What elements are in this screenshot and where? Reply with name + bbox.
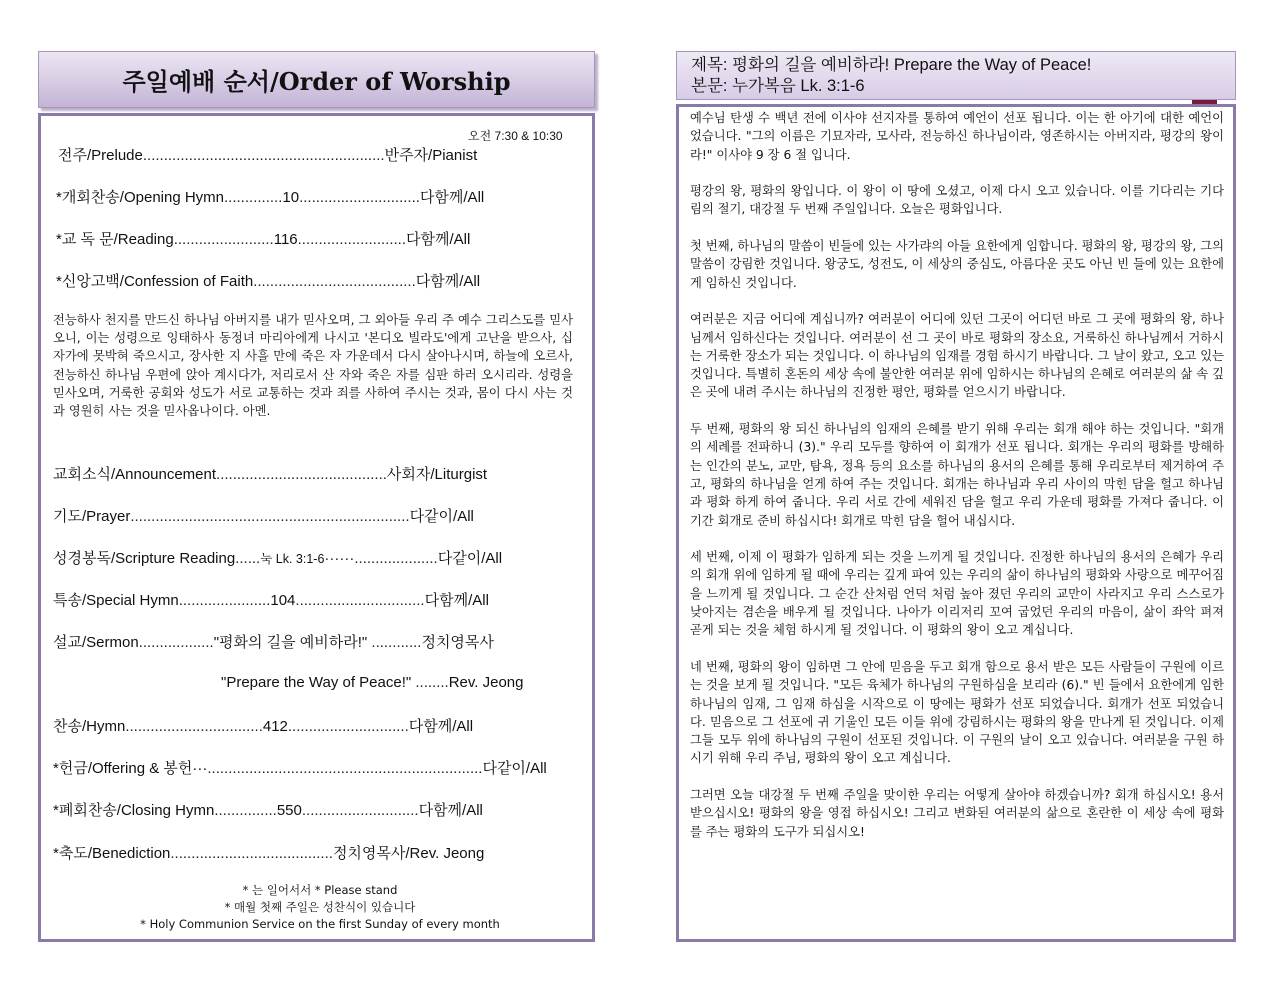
dot-leader: .......................... [297,231,406,248]
order-item-number: 412 [262,718,288,735]
order-item-label: 전주/Prelude [58,147,143,164]
sermon-paragraph: 예수님 탄생 수 백년 전에 이사야 선지자를 통하여 예언이 선포 됩니다. 이는 한 아기에 대한 예언이었습니다. "그의 이름은 기묘자라, 모사라, 전능하신 하나님이라, 영존하시는 아버지라, 평강의 왕이라!" 이사야 9 장 6 절 입니다. [690,111,1224,162]
order-of-worship-title: 주일예배 순서/Order of Worship [122,67,511,96]
dot-leader: ........................ [173,231,274,248]
order-item-leader: 다함께/All [415,273,481,290]
order-item-label: *신앙고백/Confession of Faith [56,273,254,290]
order-item-opening-hymn [56,186,484,207]
order-item-scripture-reading [53,547,502,568]
order-item-leader: 다같이/All [437,550,503,567]
order-item-leader: 다함께/All [406,231,471,248]
order-item-label: *헌금/Offering & 봉헌··· [53,760,208,777]
order-item-leader: 다같이/All [409,508,474,525]
order-item-leader: 사회자/Liturgist [386,466,488,483]
dot-leader: ............................ [301,802,419,819]
order-item-prayer [53,505,474,526]
order-of-worship-header [38,51,595,108]
note-communion-korean: * 매월 첫째 주일은 성찬식이 있습니다 [224,900,416,914]
order-item-label: 설교/Sermon [53,634,139,651]
order-item-offering [53,757,547,778]
dot-leader: ....................................... [253,273,416,290]
dot-leader: .............. [224,189,283,206]
order-item-hymn [53,715,473,736]
dot-leader: ......................................... [216,466,387,483]
order-item-leader: 반주자/Pianist [384,147,478,164]
dot-leader: ............................. [299,189,420,206]
sermon-title-english: "Prepare the Way of Peace!" [221,674,412,691]
order-item-closing-hymn [53,799,483,820]
dot-leader: ........ [411,674,449,691]
sermon-text-reference: 본문: 누가복음 Lk. 3:1-6 [691,77,865,95]
sermon-body [690,109,1224,841]
order-item-special-hymn [53,589,489,610]
order-item-leader: 다같이/All [482,760,547,777]
order-item-label: 찬송/Hymn [53,718,126,735]
order-item-prelude [58,144,477,165]
order-item-label: *축도/Benediction [53,845,171,862]
dot-leader: ............ [367,634,422,651]
order-item-leader: 다함께/All [424,592,489,609]
order-item-leader: 다함께/All [418,802,483,819]
order-item-sermon-english [221,674,523,691]
dot-leader: ...................... [178,592,271,609]
note-please-stand: * 는 일어서서 * Please stand [242,883,398,897]
dot-leader: ................................................................... [130,508,410,525]
apostles-creed-text: 전능하사 천지를 만드신 하나님 아버지를 내가 믿사오며, 그 외아들 우리 주 예수 그리스도를 믿사오니, 이는 성령으로 잉태하사 동정녀 마리아에게 나시고 '본디오 빌라도'에게 고난을 받으사, 십자가에 못박혀 죽으시고, 장사한 지 사흘 만에 죽은 자 가운데서 다시 살아나시며, 하늘에 오르사, 전능하신 하나님 우편에 앉아 계시다가, 저리로서 산 자와 죽은 자를 심판 하러 오시리라. 성령을 믿사오며, 거룩한 공회와 성도가 서로 교통하는 것과 죄를 사하여 주시는 것과, 몸이 다시 사는 것과 영원히 사는 것을 믿사옵나이다. 아멘. [53,313,573,419]
order-item-label: *개회찬송/Opening Hymn [56,189,225,206]
order-item-leader: 정치영목사 [421,634,494,651]
order-item-reading [56,228,470,249]
order-item-number: 550 [276,802,302,819]
worship-notes [50,882,590,933]
order-item-number: 10 [282,189,300,206]
order-item-label: *교 독 문/Reading [56,231,174,248]
order-item-sermon [53,631,494,652]
order-item-benediction [53,842,484,863]
dot-leader: .......................................................... [142,147,385,164]
dot-leader: ............................. [287,718,409,735]
note-communion-english: * Holy Communion Service on the first Sunday of every month [140,917,500,931]
dot-leader: .................................................................. [207,760,483,777]
order-item-leader: 정치영목사/Rev. Jeong [332,845,485,862]
sermon-paragraph: 첫 번째, 하나님의 말씀이 빈들에 있는 사가랴의 아들 요한에게 임합니다. 평화의 왕, 평강의 왕, 그의 말씀이 강림한 것입니다. 왕궁도, 성전도, 이 세상의 중심도, 아름다운 곳도 아닌 빈 들에 있는 요한에게 임하신 것입니다. [690,239,1224,290]
dot-leader: ............................... [295,592,425,609]
order-item-number: 104 [270,592,296,609]
sermon-title: 제목: 평화의 길을 예비하라! Prepare the Way of Peace! [691,56,1092,74]
dot-leader: ······.................... [324,550,438,567]
order-item-label: 성경봉독/Scripture Reading [53,550,236,567]
sermon-header [676,51,1236,100]
order-item-label: *폐회찬송/Closing Hymn [53,802,215,819]
dot-leader: ................................. [125,718,263,735]
order-item-leader: Rev. Jeong [448,674,524,691]
order-item-label: 교회소식/Announcement [53,466,217,483]
order-item-leader: 다함께/All [408,718,474,735]
sermon-paragraph: 그러면 오늘 대강절 두 번째 주일을 맞이한 우리는 어떻게 살아야 하겠습니까? 회개 하십시오! 용서 받으십시오! 평화의 왕을 영접 하십시오! 그리고 변화된 여러분의 삶으로 혼란한 이 세상 속에 평화를 주는 평화의 도구가 되십시오! [690,787,1224,839]
order-item-number: 116 [273,231,298,248]
order-item-label: 기도/Prayer [53,508,131,525]
dot-leader: ...... [235,550,261,567]
sermon-paragraph: 세 번째, 이제 이 평화가 임하게 되는 것을 느끼게 될 것입니다. 진정한 하나님의 용서의 은혜가 우리의 회개 위에 임하게 될 때에 우리는 깊게 파여 있는 우리의 삶이 하나님의 평화와 사랑으로 메꾸어짐을 느끼게 될 것입니다. 그 순간 산처럼 언덕 처럼 높아 졌던 우리의 교만이 사라지고 우리 스스로가 낮아지는 겸손을 배우게 될 것입니다. 나아가 이리저리 꼬여 굽었던 우리의 마음이, 삶이 좌악 펴져 곧게 되는 것을 체험 하시게 될 것입니다. 이 평화의 왕이 오고 계십니다. [690,550,1224,638]
dot-leader: ....................................... [170,845,333,862]
order-item-confession [56,270,480,291]
order-item-scripture: 눅 Lk. 3:1-6 [260,552,325,566]
dot-leader: ............... [214,802,277,819]
sermon-paragraph: 두 번째, 평화의 왕 되신 하나님의 임재의 은혜를 받기 위해 우리는 회개 해야 하는 것입니다. "회개의 세례를 전파하니 (3)." 우리 모두를 향하여 이 회개가 선포 됩니다. 회개는 우리의 평화를 방해하는 인간의 분노, 교만, 탐욕, 정욕 등의 요소를 하나님의 용서의 은혜를 통해 우리로부터 제거하여 주고, 평화의 하나님을 얻게 하여 주는 것입니다. 회개는 하나님과 우리 사이의 막힌 담을 헐고 하나님과 평화 하게 하여 줍니다. 우리 서로 간에 세워진 담을 헐고 우리 가운데 평화를 가져다 줍니다. 이 기간 회개로 준비 하십시다! 회개로 막힌 담을 헐어 내십시다. [690,422,1224,528]
service-times: 오전 7:30 & 10:30 [468,129,563,143]
order-item-label: 특송/Special Hymn [53,592,179,609]
sermon-paragraph: 네 번째, 평화의 왕이 임하면 그 안에 믿음을 두고 회개 함으로 용서 받은 모든 사람들이 구원에 이르는 것을 보게 될 것입니다. "모든 육체가 하나님의 구원하심을 보리라 (6)." 빈 들에서 요한에게 임한 하나님의 임재, 그 임재 하심을 시작으로 이 땅에는 평화가 선포 되었습니다. 회개가 선포 되었습니다. 믿음으로 그 선포에 귀 기울인 모든 이들 위에 강림하시는 평화의 왕을 만나게 된 것입니다. 이제 그들 모두 위에 하나님의 구원이 선포된 것입니다. 이 구원의 날이 오고 있습니다. 여러분을 구원 하시기 위해 우리 주님, 평화의 왕이 오고 계십니다. [690,659,1224,766]
sermon-title-korean: "평화의 길을 예비하라!" [213,634,368,651]
order-item-announcement [53,463,487,484]
order-item-leader: 다함께/All [419,189,485,206]
sermon-paragraph: 여러분은 지금 어디에 계십니까? 여러분이 어디에 있던 그곳이 어디던 바로 그 곳에 평화의 왕, 하나님께서 임하신다는 것입니다. 여러분이 선 그 곳이 바로 평화의 장소요, 거룩하신 하나님께서 거하시는 거룩한 장소가 되는 것입니다. 이 하나님의 임재를 경험 하시기 바랍니다. 그 날이 왔고, 오고 있는 것입니다. 특별히 혼돈의 세상 속에 불안한 여러분 위에 임하시는 하나님의 은혜로 여러분의 삶 속 깊은 곳에 내려 주시는 하나님의 진정한 평안, 평화를 얻으시기 바랍니다. [690,312,1224,400]
sermon-paragraph: 평강의 왕, 평화의 왕입니다. 이 왕이 이 땅에 오셨고, 이제 다시 오고 있습니다. 이를 기다리는 기다림의 절기, 대강절 두 번째 주일입니다. 오늘은 평화입니다. [690,184,1224,217]
dot-leader: .................. [138,634,214,651]
